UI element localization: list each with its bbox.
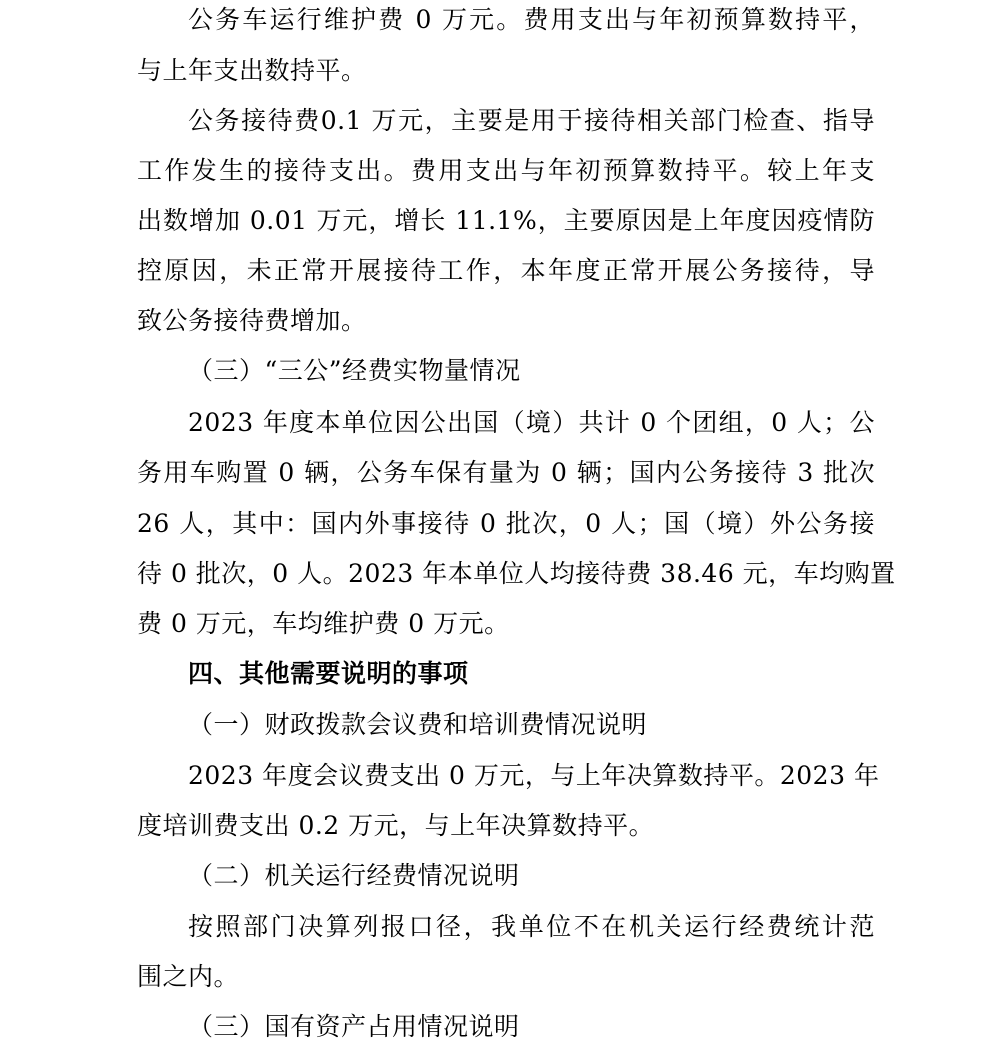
paragraph-line: 出数增加 0.01 万元，增长 11.1%，主要原因是上年度因疫情防 — [137, 206, 875, 235]
paragraph-line: 控原因，未正常开展接待工作，本年度正常开展公务接待，导 — [137, 256, 875, 285]
paragraph-line: 度培训费支出 0.2 万元，与上年决算数持平。 — [137, 811, 655, 840]
section-heading: （三）国有资产占用情况说明 — [188, 1012, 520, 1041]
paragraph-line: 2023 年度会议费支出 0 万元，与上年决算数持平。2023 年 — [188, 761, 880, 790]
paragraph-line: 公务接待费0.1 万元，主要是用于接待相关部门检查、指导 — [188, 106, 875, 135]
paragraph-line: 按照部门决算列报口径，我单位不在机关运行经费统计范 — [188, 912, 875, 941]
paragraph-line: 务用车购置 0 辆，公务车保有量为 0 辆；国内公务接待 3 批次 — [137, 458, 875, 487]
paragraph-line: 待 0 批次，0 人。2023 年本单位人均接待费 38.46 元，车均购置 — [137, 559, 896, 588]
section-heading: （一）财政拨款会议费和培训费情况说明 — [188, 710, 648, 739]
paragraph-line: 26 人，其中：国内外事接待 0 批次，0 人；国（境）外公务接 — [137, 509, 875, 538]
paragraph-line: 工作发生的接待支出。费用支出与年初预算数持平。较上年支 — [137, 156, 875, 185]
paragraph-line: 致公务接待费增加。 — [137, 306, 367, 335]
paragraph-line: 与上年支出数持平。 — [137, 56, 367, 85]
paragraph-line: 公务车运行维护费 0 万元。费用支出与年初预算数持平， — [188, 5, 875, 34]
paragraph-line: 围之内。 — [137, 962, 240, 991]
section-heading: （二）机关运行经费情况说明 — [188, 861, 520, 890]
paragraph-line: 费 0 万元，车均维护费 0 万元。 — [137, 609, 510, 638]
section-heading: （三）“三公”经费实物量情况 — [188, 356, 521, 385]
chapter-heading: 四、其他需要说明的事项 — [188, 659, 469, 688]
paragraph-line: 2023 年度本单位因公出国（境）共计 0 个团组，0 人；公 — [188, 408, 875, 437]
